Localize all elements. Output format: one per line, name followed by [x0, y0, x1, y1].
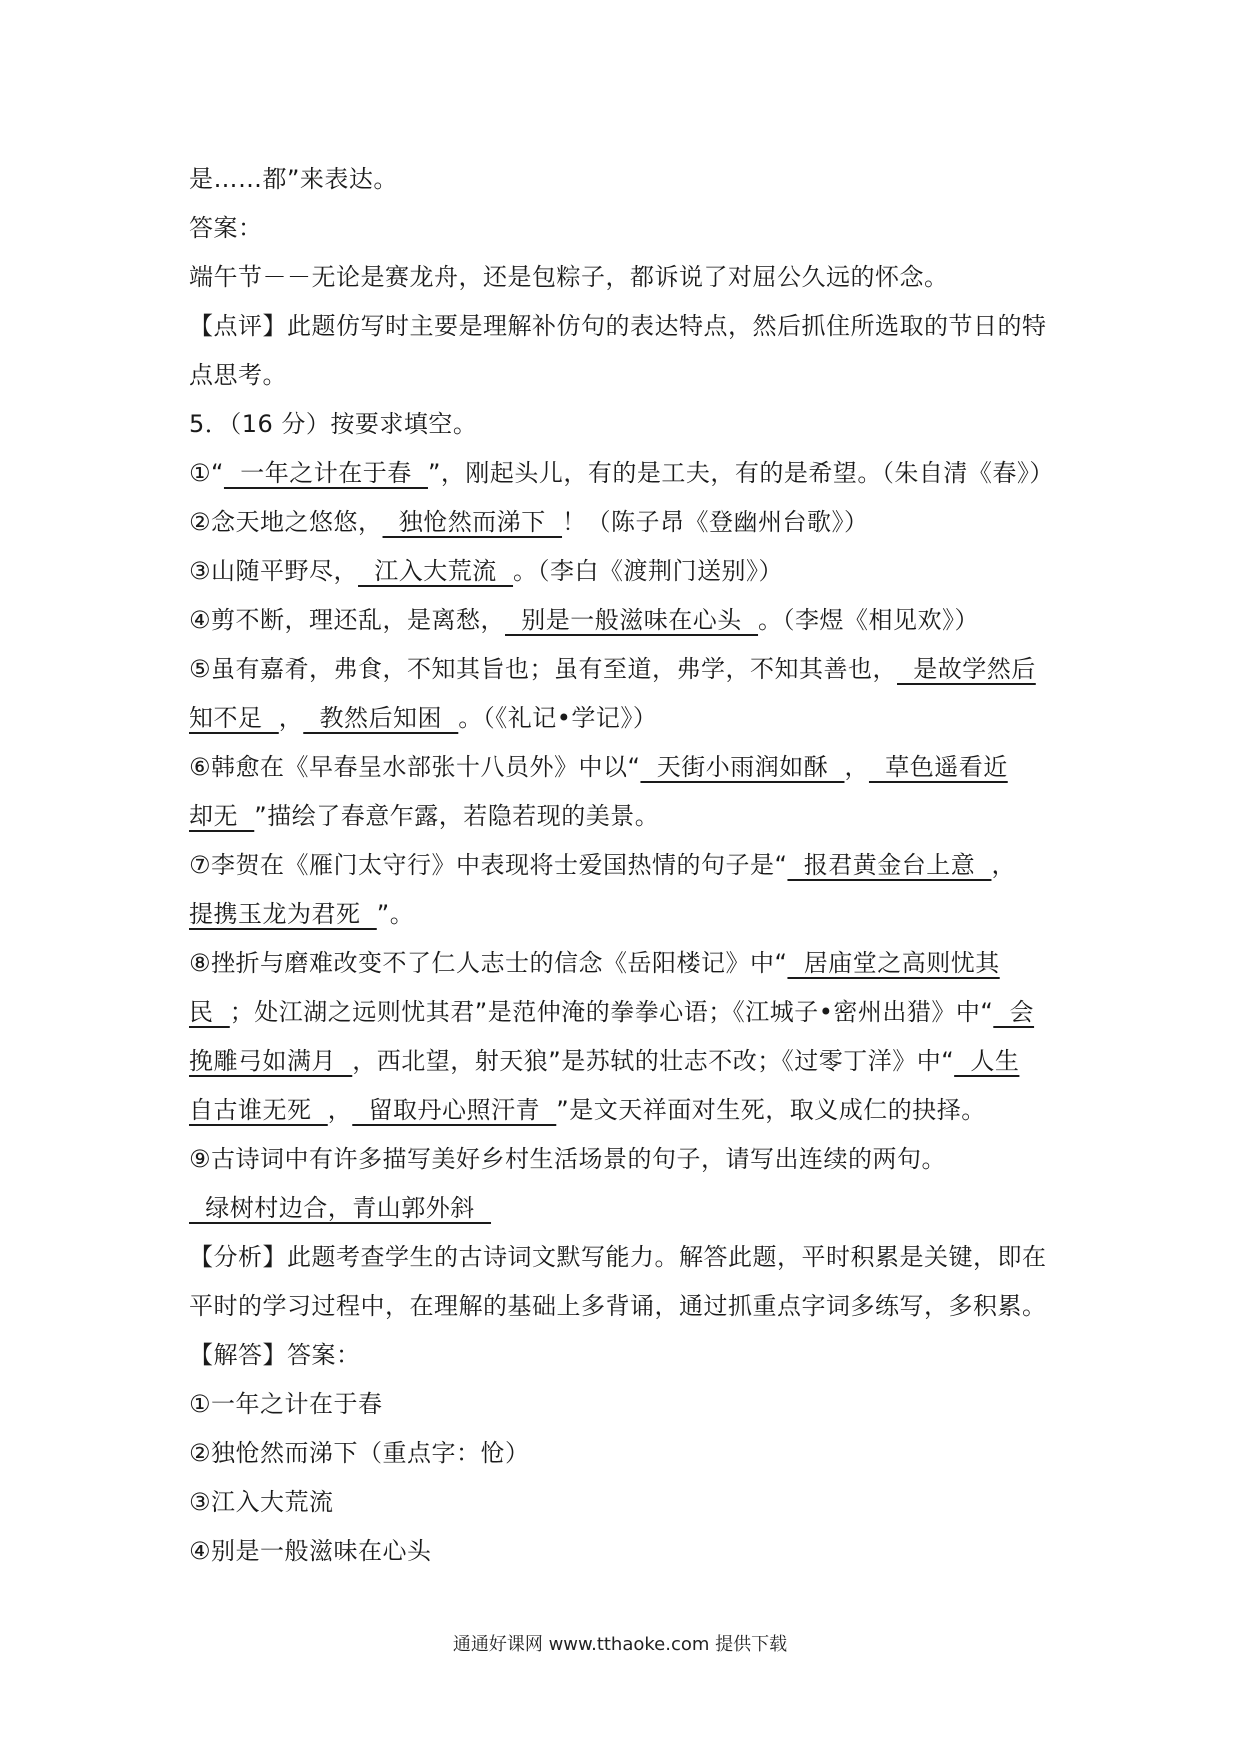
- text-line: 是……都”来表达。: [189, 165, 398, 193]
- item-text: ②念天地之悠悠，: [189, 508, 383, 536]
- item-text: ”。: [376, 900, 415, 928]
- solution-item-2: ②独怆然而涕下（重点字：怆）: [189, 1439, 530, 1467]
- fill-item-2: [189, 498, 1064, 547]
- filled-answer: 却无: [189, 802, 255, 830]
- solution-item-1: ①一年之计在于春: [189, 1390, 383, 1418]
- filled-answer: 一年之计在于春: [223, 459, 428, 487]
- filled-answer: 天街小雨润如酥: [640, 753, 845, 781]
- fill-item-8-cont: [189, 1086, 1064, 1135]
- filled-answer: 独怆然而涕下: [382, 508, 563, 536]
- fill-item-3: [189, 547, 1064, 596]
- item-text: 。（李白《渡荆门送别》）: [513, 557, 784, 585]
- filled-answer: 绿树村边合，青山郭外斜: [189, 1194, 492, 1222]
- filled-answer: 江入大荒流: [358, 557, 514, 585]
- fill-item-9-answer: [189, 1184, 1064, 1233]
- item-text: ④剪不断，理还乱，是离愁，: [189, 606, 506, 634]
- item-text: ，: [278, 704, 304, 732]
- filled-answer: 报君黄金台上意: [787, 851, 992, 879]
- fill-item-8-cont: [189, 1037, 1064, 1086]
- solution-heading: 【解答】答案：: [189, 1341, 361, 1369]
- filled-answer: 知不足: [189, 704, 279, 732]
- item-text: ，西北望，射天狼”是苏轼的壮志不改；《过零丁洋》中“: [352, 1047, 955, 1075]
- item-text: ⑥韩愈在《早春呈水部张十八员外》中以“: [189, 753, 641, 781]
- answer-text: 端午节－－无论是赛龙舟，还是包粽子，都诉说了对屈公久远的怀念。: [189, 263, 949, 291]
- fill-item-6-cont: [189, 792, 1064, 841]
- item-text: ！（陈子昂《登幽州台歌》）: [562, 508, 869, 536]
- item-text: ”是文天祥面对生死，取义成仁的抉择。: [556, 1096, 986, 1124]
- page-footer: 通通好课网 www.tthaoke.com 提供下载: [452, 1634, 788, 1655]
- item-text: ”描绘了春意乍露，若隐若现的美景。: [254, 802, 660, 830]
- fill-item-5: [189, 645, 1064, 694]
- fill-item-7-cont: [189, 890, 1064, 939]
- filled-answer: 别是一般滋味在心头: [505, 606, 759, 634]
- solution-item-3: ③江入大荒流: [189, 1488, 334, 1516]
- filled-answer: 草色遥看近: [868, 753, 1008, 781]
- filled-answer: 挽雕弓如满月: [189, 1047, 353, 1075]
- filled-answer: 居庙堂之高则忧其: [787, 949, 1000, 977]
- item-text: 。（李煜《相见欢》）: [758, 606, 980, 634]
- filled-answer: 教然后知困: [303, 704, 459, 732]
- comment-text-cont: 点思考。: [189, 361, 287, 389]
- answer-label: 答案：: [189, 214, 263, 242]
- item-text: ，: [991, 851, 1016, 879]
- item-text: ⑧挫折与磨难改变不了仁人志士的信念《岳阳楼记》中“: [189, 949, 788, 977]
- question-heading: 5．（16 分）按要求填空。: [189, 410, 478, 438]
- filled-answer: 民: [189, 998, 230, 1026]
- item-text: ，: [327, 1096, 353, 1124]
- item-text: ⑦李贺在《雁门太守行》中表现将士爱国热情的句子是“: [189, 851, 788, 879]
- filled-answer: 是故学然后: [897, 655, 1036, 683]
- item-text: ①“: [189, 459, 224, 487]
- item-text: ”，刚起头儿，有的是工夫，有的是希望。（朱自清《春》）: [427, 459, 1054, 487]
- item-text: 。（《礼记•学记》）: [458, 704, 658, 732]
- fill-item-6: [189, 743, 1064, 792]
- fill-item-5-cont: [189, 694, 1064, 743]
- filled-answer: 会: [993, 998, 1035, 1026]
- filled-answer: 留取丹心照汗青: [352, 1096, 557, 1124]
- item-text: ⑤虽有嘉肴，弗食，不知其旨也；虽有至道，弗学，不知其善也，: [189, 655, 898, 683]
- fill-item-8-cont: [189, 988, 1064, 1037]
- comment-text: 【点评】此题仿写时主要是理解补仿句的表达特点，然后抓住所选取的节日的特: [189, 312, 1047, 340]
- document-body: [189, 155, 1064, 1576]
- fill-item-7: [189, 841, 1064, 890]
- filled-answer: 自古谁无死: [189, 1096, 328, 1124]
- analysis-text-cont: 平时的学习过程中，在理解的基础上多背诵，通过抓重点字词多练写，多积累。: [189, 1292, 1047, 1320]
- item-text: ③山随平野尽，: [189, 557, 359, 585]
- item-text: ；处江湖之远则忧其君”是范仲淹的拳拳心语；《江城子•密州出猎》中“: [229, 998, 994, 1026]
- filled-answer: 提携玉龙为君死: [189, 900, 377, 928]
- filled-answer: 人生: [954, 1047, 1020, 1075]
- fill-item-9: ⑨古诗词中有许多描写美好乡村生活场景的句子，请写出连续的两句。: [189, 1145, 947, 1173]
- fill-item-8: [189, 939, 1064, 988]
- item-text: ，: [844, 753, 869, 781]
- fill-item-1: [189, 449, 1064, 498]
- solution-item-4: ④别是一般滋味在心头: [189, 1537, 432, 1565]
- analysis-text: 【分析】此题考查学生的古诗词文默写能力。解答此题，平时积累是关键，即在: [189, 1243, 1047, 1271]
- fill-item-4: [189, 596, 1064, 645]
